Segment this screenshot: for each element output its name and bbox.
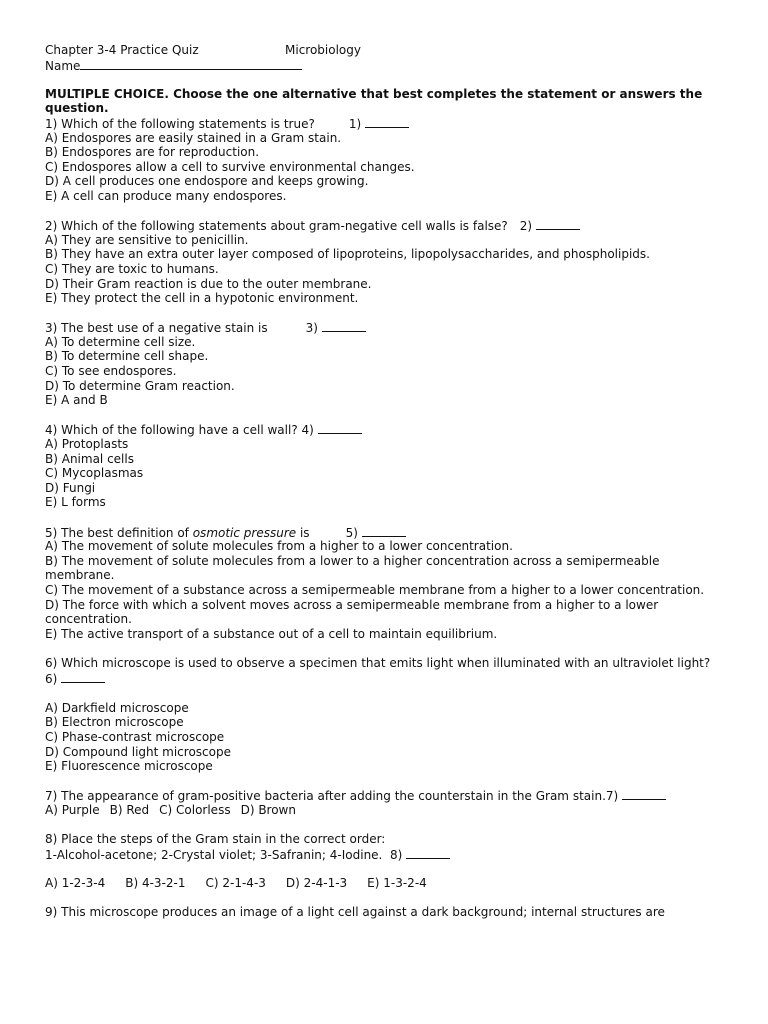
question-8-answer-blank[interactable]	[406, 847, 450, 859]
question-5-answer-blank[interactable]	[362, 525, 406, 537]
question-5-option-c: C) The movement of a substance across a semipermeable membrane from a higher to a lower concentration.	[45, 582, 705, 597]
question-6-option-b: B) Electron microscope	[45, 715, 184, 730]
question-3-answer-label: 3)	[305, 321, 318, 336]
question-5-answer-label: 5)	[345, 525, 358, 540]
question-6-option-a: A) Darkfield microscope	[45, 700, 189, 715]
question-2-option-c: C) They are toxic to humans.	[45, 261, 219, 276]
question-4	[45, 422, 725, 437]
quiz-subject: Microbiology	[285, 43, 361, 57]
question-2-option-d: D) Their Gram reaction is due to the outer membrane.	[45, 276, 372, 291]
question-3-option-e: E) A and B	[45, 393, 108, 408]
question-8-option-e: E) 1-3-2-4	[367, 875, 427, 890]
question-5-option-a: A) The movement of solute molecules from a higher to a lower concentration.	[45, 539, 513, 554]
question-4-option-a: A) Protoplasts	[45, 437, 129, 452]
quiz-header	[45, 43, 725, 58]
question-4-option-b: B) Animal cells	[45, 451, 134, 466]
question-5-stem-term: osmotic pressure	[192, 525, 297, 540]
question-1-stem: 1) Which of the following statements is true?	[45, 116, 315, 131]
quiz-title: Chapter 3-4 Practice Quiz	[45, 43, 199, 57]
question-3-option-d: D) To determine Gram reaction.	[45, 378, 235, 393]
question-8-option-c: C) 2-1-4-3	[205, 875, 266, 890]
question-7-answer-blank[interactable]	[622, 788, 666, 800]
question-5-stem-post: is	[296, 525, 310, 540]
question-5-option-d: D) The force with which a solvent moves across a semipermeable membrane from a higher to a lower concentration.	[45, 597, 659, 627]
question-5	[45, 525, 725, 540]
question-8-option-a: A) 1-2-3-4	[45, 875, 106, 890]
question-5-option-e: E) The active transport of a substance out of a cell to maintain equilibrium.	[45, 626, 498, 641]
question-5-option-b: B) The movement of solute molecules from a lower to a higher concentration across a semipermeable membrane.	[45, 553, 660, 583]
name-row	[45, 58, 725, 73]
question-8-options	[45, 876, 725, 891]
question-1-answer-blank[interactable]	[365, 116, 409, 128]
question-3	[45, 320, 725, 335]
question-3-answer-blank[interactable]	[322, 320, 366, 332]
question-4-stem: 4) Which of the following have a cell wall?	[45, 423, 298, 438]
question-1-option-e: E) A cell can produce many endospores.	[45, 188, 287, 203]
question-8-option-d: D) 2-4-1-3	[285, 875, 348, 890]
question-2-option-e: E) They protect the cell in a hypotonic environment.	[45, 291, 359, 306]
question-5-stem-pre: 5) The best definition of	[45, 525, 193, 540]
quiz-page	[45, 43, 725, 920]
question-7	[45, 788, 725, 803]
question-3-option-c: C) To see endospores.	[45, 364, 177, 379]
question-3-stem: 3) The best use of a negative stain is	[45, 321, 268, 336]
question-7-answer-label: 7)	[605, 789, 619, 804]
name-blank[interactable]	[80, 58, 302, 70]
question-6-option-e: E) Fluorescence microscope	[45, 759, 213, 774]
question-1-answer-label: 1)	[348, 116, 362, 131]
question-1-option-c: C) Endospores allow a cell to survive environmental changes.	[45, 159, 415, 174]
question-8-answer-label: 8)	[390, 847, 403, 862]
question-4-answer-label: 4)	[301, 423, 314, 438]
question-4-option-e: E) L forms	[45, 495, 106, 510]
question-1-option-a: A) Endospores are easily stained in a Gram stain.	[45, 130, 342, 145]
question-7-option-c: C) Colorless	[159, 802, 231, 817]
question-6-answer-label: 6)	[45, 671, 58, 686]
question-6-option-c: C) Phase-contrast microscope	[45, 729, 225, 744]
question-8-steps-row	[45, 847, 725, 862]
question-6-answer-blank[interactable]	[61, 671, 105, 683]
question-8-option-b: B) 4-3-2-1	[125, 875, 186, 890]
question-7-options	[45, 803, 725, 818]
question-3-option-b: B) To determine cell shape.	[45, 349, 209, 364]
name-label: Name	[45, 58, 81, 73]
question-6	[45, 656, 725, 686]
question-4-answer-blank[interactable]	[318, 422, 362, 434]
question-2-answer-label: 2)	[519, 219, 533, 234]
question-1	[45, 116, 725, 131]
question-2-stem: 2) Which of the following statements about gram-negative cell walls is false?	[45, 219, 508, 234]
question-2-option-a: A) They are sensitive to penicillin.	[45, 232, 249, 247]
question-2	[45, 218, 725, 233]
question-8-steps: 1-Alcohol-acetone; 2-Crystal violet; 3-Safranin; 4-Iodine.	[45, 847, 383, 862]
question-7-option-b: B) Red	[109, 802, 150, 817]
question-6-option-d: D) Compound light microscope	[45, 744, 231, 759]
question-3-option-a: A) To determine cell size.	[45, 334, 196, 349]
question-7-stem: 7) The appearance of gram-positive bacteria after adding the counterstain in the Gram stain.	[45, 789, 606, 804]
question-7-option-d: D) Brown	[240, 802, 296, 817]
instructions: MULTIPLE CHOICE. Choose the one alternative that best completes the statement or answers the question.	[45, 86, 703, 116]
question-4-option-c: C) Mycoplasmas	[45, 466, 144, 481]
question-2-answer-blank[interactable]	[536, 218, 580, 230]
question-2-option-b: B) They have an extra outer layer composed of lipoproteins, lipopolysaccharides, and phospholipids.	[45, 247, 650, 262]
question-8-stem: 8) Place the steps of the Gram stain in the correct order:	[45, 832, 386, 847]
question-9-stem: 9) This microscope produces an image of a light cell against a dark background; internal structures are	[45, 905, 665, 920]
question-6-stem: 6) Which microscope is used to observe a specimen that emits light when illuminated with an ultraviolet light?	[45, 655, 711, 670]
question-1-option-d: D) A cell produces one endospore and keeps growing.	[45, 174, 369, 189]
question-4-option-d: D) Fungi	[45, 480, 96, 495]
question-7-option-a: A) Purple	[45, 802, 100, 817]
question-1-option-b: B) Endospores are for reproduction.	[45, 145, 260, 160]
